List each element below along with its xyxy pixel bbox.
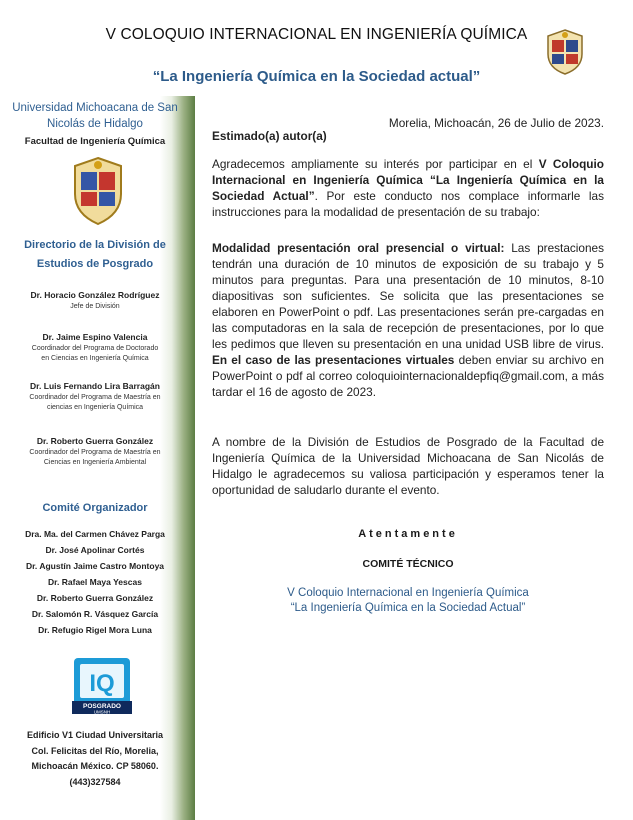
faculty-crest-icon	[71, 156, 125, 226]
svg-text:IQ: IQ	[89, 670, 115, 697]
directory-title: Directorio de la División de Estudios de Posgrado	[24, 239, 166, 270]
university-crest-icon	[544, 28, 586, 76]
committee-member: Dr. Roberto Guerra González	[36, 593, 154, 603]
event-signature: V Coloquio Internacional en Ingeniería Química “La Ingeniería Química en la Sociedad Actual”	[287, 587, 529, 614]
letter-date: Morelia, Michoacán, 26 de Julio de 2023.	[388, 116, 604, 130]
paragraph-intro: Agradecemos ampliamente su interés por participar en el V Coloquio Internacional en Ingeniería Química “La Ingeniería Química en la Sociedad Actual”. Por este conducto nos complace informarle las instrucciones para la modalidad de presentación de su trabajo:	[212, 157, 604, 219]
committee-member: Dra. Ma. del Carmen Chávez Parga	[25, 529, 165, 539]
staff-entry: Dr. Luis Fernando Lira Barragán Coordinador del Programa de Maestría en ciencias en Ingeniería Química	[29, 381, 161, 411]
address-block: Edificio V1 Ciudad Universitaria Col. Felicitas del Río, Morelia, Michoacán México. CP 58060. (443)327584	[26, 730, 164, 787]
committee-member: Dr. Salomón R. Vásquez García	[31, 609, 159, 619]
paragraph-instructions: Modalidad presentación oral presencial o virtual: Las prestaciones tendrán una duración de 10 minutos de exposición de su trabajo y 5 minutos para preguntas. Para una presentación de 10 minutos, 8-10 diapositivas son suficientes. Se solicita que las presentaciones se elaboren en PowerPoint o pdf. Las presentaciones serán pre-cargadas en las computadoras en la sala de recepción de presentaciones, por lo que les pedimos que lleven su presentación en una unidad USB libre de virus. En el caso de las presentaciones virtuales deben enviar su archivo en PowerPoint o pdf al correo coloquiointernacionaldepfiq@gmail.com, a más tardar el 16 de agosto de 2023.	[212, 241, 604, 399]
committee-title: Comité Organizador	[42, 502, 148, 514]
posgrado-logo	[70, 656, 134, 716]
staff-entry: Dr. Horacio González Rodríguez Jefe de División	[30, 290, 160, 310]
paragraph-thanks: A nombre de la División de Estudios de Posgrado de la Facultad de Ingeniería Química de la Universidad Michoacana de San Nicolás de Hidalgo le agradecemos su valiosa participación y esperamos tener la oportunidad de saludarlo durante el evento.	[212, 435, 604, 497]
sidebar	[0, 96, 195, 820]
staff-entry: Dr. Jaime Espino Valencia Coordinador del Programa de Doctorado en Ciencias en Ingeniería Química	[31, 332, 159, 362]
closing: Atentamente	[358, 528, 458, 540]
greeting: Estimado(a) autor(a)	[212, 129, 327, 143]
committee-member: Dr. Rafael Maya Yescas	[48, 577, 142, 587]
svg-text:POSGRADO: POSGRADO	[83, 703, 121, 710]
svg-text:UMSNH: UMSNH	[93, 709, 111, 715]
committee-member: Dr. Refugio Rigel Mora Luna	[38, 625, 152, 635]
faculty-name: Facultad de Ingeniería Química	[24, 136, 166, 147]
document-title: V COLOQUIO INTERNACIONAL EN INGENIERÍA QUÍMICA	[105, 26, 528, 43]
staff-entry: Dr. Roberto Guerra González Coordinador del Programa de Maestría en Ciencias en Ingeniería Ambiental	[29, 436, 161, 466]
committee-member: Dr. Agustín Jaime Castro Montoya	[25, 561, 165, 571]
committee-list	[0, 526, 190, 638]
document-subtitle: “La Ingeniería Química en la Sociedad actual”	[152, 68, 481, 85]
university-name: Universidad Michoacana de San Nicolás de Hidalgo	[12, 102, 178, 130]
signer: COMITÉ TÉCNICO	[362, 558, 454, 570]
committee-member: Dr. José Apolinar Cortés	[45, 545, 145, 555]
